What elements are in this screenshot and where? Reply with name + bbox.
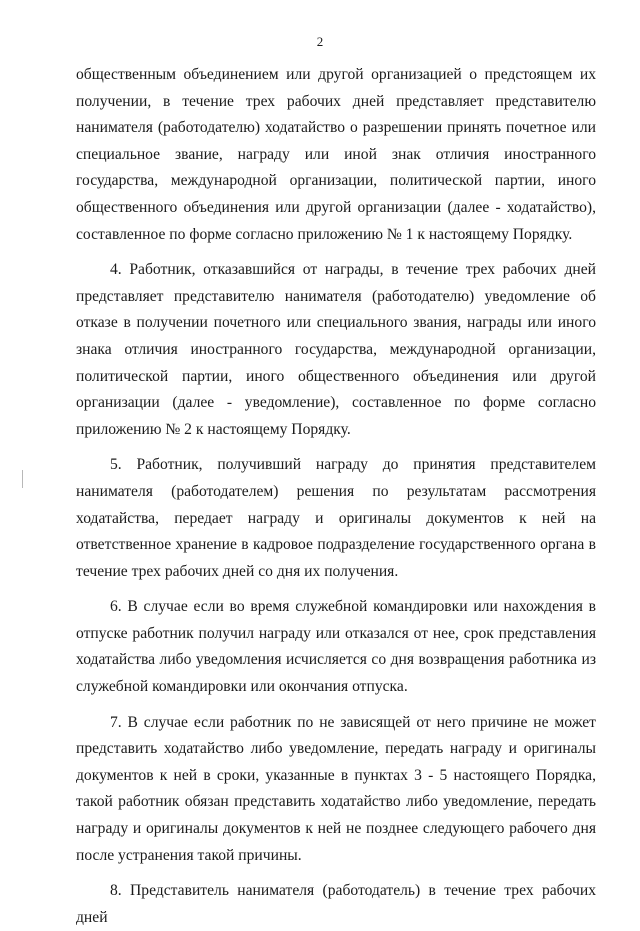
paragraph-item-8: 8. Представитель нанимателя (работодатель) в течение трех рабочих дней: [76, 882, 596, 926]
document-body: [76, 62, 596, 931]
paragraph-item-5: 5. Работник, получивший награду до принятия представителем нанимателя (работодателем) решения по результатам рассмотрения ходатайства, передает награду и оригиналы документов к ней на ответственное хранение в кадровое подразделение государственного органа в течение трех рабочих дней со дня их получения.: [76, 456, 596, 580]
paragraph-item-7: 7. В случае если работник по не зависящей от него причине не может представить ходатайство либо уведомление, передать награду и оригиналы документов к ней в сроки, указанные в пунктах 3 - 5 настоящего Порядка, такой работник обязан представить ходатайство либо уведомление, передать награду и оригиналы документов к ней не позднее следующего рабочего дня после устранения такой причины.: [76, 713, 596, 864]
scan-edge-mark: [22, 470, 23, 488]
paragraph-item-4: 4. Работник, отказавшийся от награды, в течение трех рабочих дней представляет представителю нанимателя (работодателю) уведомление об отказе в получении почетного или специального звания, награды или иного знака отличия иностранного государства, международной организации, политической партии, иного общественного объединения или другой организации (далее - уведомление), составленное по форме согласно приложению № 2 к настоящему Порядку.: [76, 261, 596, 438]
paragraph-item-6: 6. В случае если во время служебной командировки или нахождения в отпуске работник получил награду или отказался от нее, срок представления ходатайства либо уведомления исчисляется со дня возвращения работника из служебной командировки или окончания отпуска.: [76, 598, 596, 696]
paragraph-continuation: общественным объединением или другой организацией о предстоящем их получении, в течение трех рабочих дней представляет представителю нанимателя (работодателю) ходатайство о разрешении принять почетное или специальное звание, награду или иной знак отличия иностранного государства, международной организации, политической партии, иного общественного объединения или другой организации (далее - ходатайство), составленное по форме согласно приложению № 1 к настоящему Порядку.: [76, 66, 596, 243]
page-number: 2: [316, 34, 324, 49]
